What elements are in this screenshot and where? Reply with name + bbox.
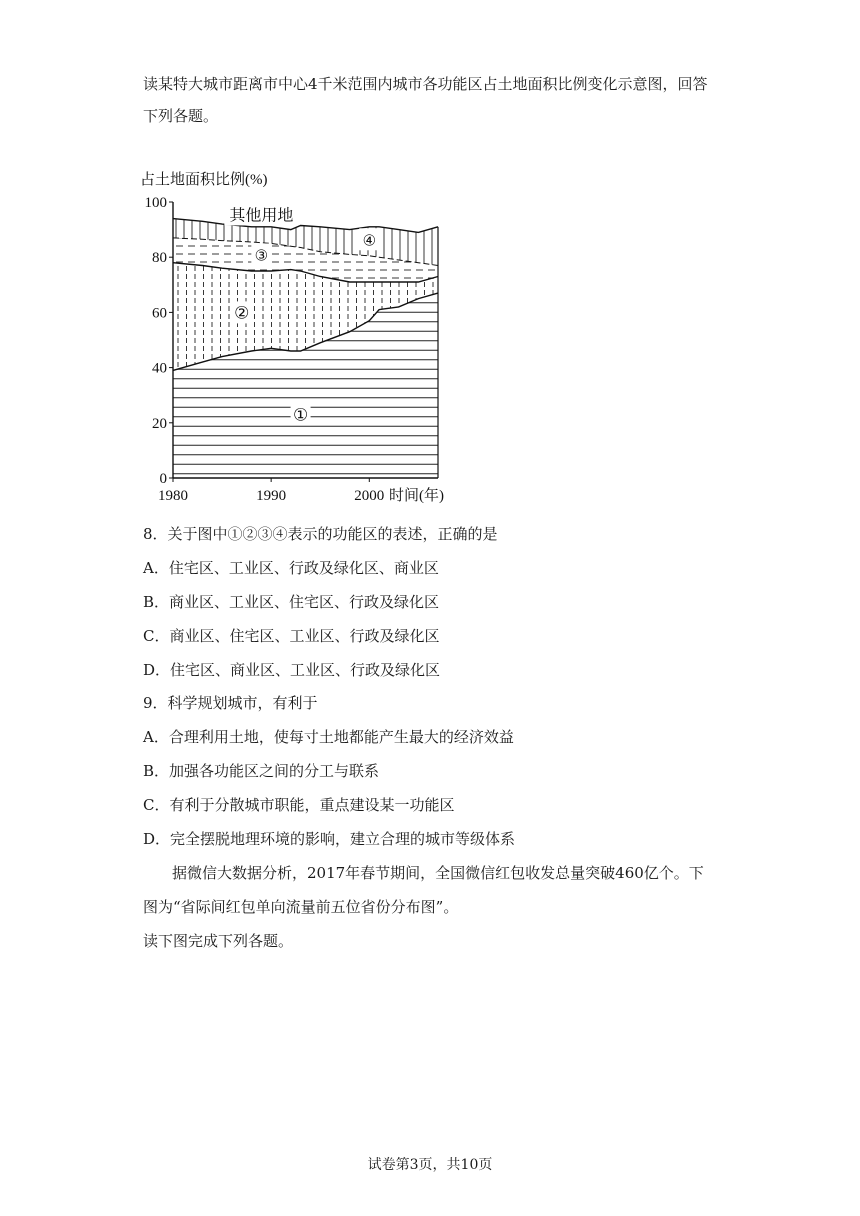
x-tick-label: 1980 <box>158 488 188 504</box>
y-tick-label: 60 <box>152 305 167 322</box>
y-tick-label: 0 <box>159 471 167 487</box>
region-label: ④ <box>362 231 377 250</box>
question-9-stem: 9．科学规划城市，有利于 <box>143 694 318 712</box>
region-label: ② <box>234 303 250 324</box>
y-tick-label: 100 <box>144 195 167 211</box>
region-label: 其他用地 <box>229 205 294 225</box>
question-8-option-a: A．住宅区、工业区、行政及绿化区、商业区 <box>143 559 439 577</box>
question-8-option-d: D．住宅区、商业区、工业区、行政及绿化区 <box>143 661 441 679</box>
x-tick-label: 1990 <box>256 488 287 504</box>
x-tick-label: 2000 <box>354 488 385 504</box>
y-tick-label: 40 <box>152 360 167 377</box>
intro-line-1: 读某特大城市距离市中心4千米范围内城市各功能区占土地面积比例变化示意图，回答 <box>143 75 708 93</box>
land-use-area-chart <box>140 146 448 508</box>
y-axis-label: 占土地面积比例(%) <box>140 172 268 188</box>
y-tick-label: 80 <box>152 250 167 267</box>
passage-2-line-1: 据微信大数据分析，2017年春节期间，全国微信红包收发总量突破460亿个。下 <box>172 864 704 882</box>
question-8-option-c: C．商业区、住宅区、工业区、行政及绿化区 <box>143 627 440 645</box>
question-8-stem: 8．关于图中①②③④表示的功能区的表述，正确的是 <box>143 525 498 543</box>
question-9-option-d: D．完全摆脱地理环境的影响，建立合理的城市等级体系 <box>143 830 516 848</box>
page-footer: 试卷第3页，共10页 <box>367 1157 493 1173</box>
passage-2-line-2: 图为“省际间红包单向流量前五位省份分布图”。 <box>143 898 459 916</box>
region-label: ① <box>292 405 309 426</box>
intro-line-2: 下列各题。 <box>143 107 219 125</box>
question-8-option-b: B．商业区、工业区、住宅区、行政及绿化区 <box>143 593 440 611</box>
question-9-option-a: A．合理利用土地，使每寸土地都能产生最大的经济效益 <box>143 728 514 746</box>
question-9-option-b: B．加强各功能区之间的分工与联系 <box>143 762 380 780</box>
question-9-option-c: C．有利于分散城市职能，重点建设某一功能区 <box>143 796 455 814</box>
passage-2-line-3: 读下图完成下列各题。 <box>143 932 294 950</box>
y-tick-label: 20 <box>152 415 167 432</box>
region-label: ③ <box>254 246 269 265</box>
x-axis-label: 时间(年) <box>389 488 444 504</box>
